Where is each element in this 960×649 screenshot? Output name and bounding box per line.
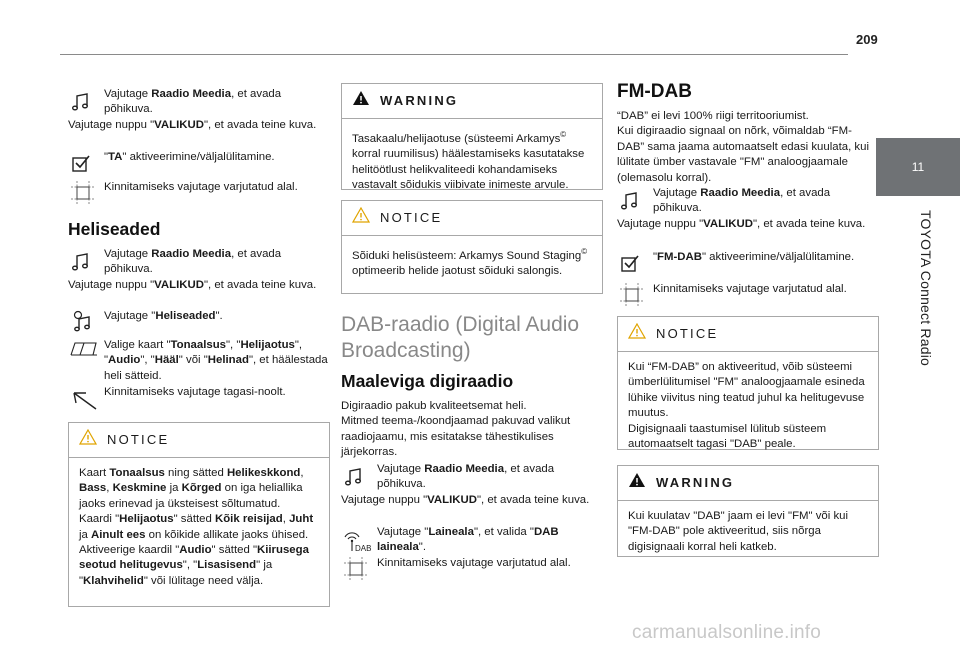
watermark: carmanualsonline.info [632,622,822,643]
step-options-3: Vajutage nuppu "VALIKUD", et avada teine kuva. [341,494,590,506]
step-options-4: Vajutage nuppu "VALIKUD", et avada teine kuva. [617,218,866,230]
step-options-2: Vajutage nuppu "VALIKUD", et avada teine kuva. [68,279,317,291]
warning-text: Kui kuulatav "DAB" jaam ei levi "FM" või kui "FM-DAB" pole aktiveeritud, siis nõrga digisignaali korral heli katkeb. [628,510,849,553]
notice-text: Sõiduki helisüsteem: Arkamys Sound Staging© optimeerib helide jaotust sõiduki salongis. [352,247,588,278]
step-open-media-2: Vajutage Raadio Meedia, et avada põhikuva. [68,247,330,278]
warning-triangle-icon [79,429,97,450]
section-heading-heliseaded: Heliseaded [68,219,161,239]
step-open-media-3: Vajutage Raadio Meedia, et avada põhikuva. [341,462,603,493]
step-confirm-3: Kinnitamiseks vajutage varjutatud alal. [341,556,603,571]
notice-box-sound-staging [341,200,603,294]
step-back: Kinnitamiseks vajutage tagasi-noolt. [68,385,330,400]
step-open-media: Vajutage Raadio Meedia, et avada põhikuva. [68,87,330,118]
notice-box-tonality [68,422,330,607]
music-note-icon [343,466,369,490]
svg-text:DAB: DAB [355,544,372,553]
warning-title: WARNING [380,93,459,109]
dab-signal-icon [343,527,377,551]
dab-intro: Digiraadio pakub kvaliteetsemat heli. Mitmed teema-/koondjaamad pakuvad valikut raadiojaamu, mis esitatakse tähestikulises järjekorras. [341,400,571,459]
step-select-tab: Valige kaart "Tonaalsus", "Helijaotus", "Audio", "Hääl" või "Helinad", et häälestada heli sätteid. [68,338,330,384]
page-number: 209 [856,32,878,47]
checkbox-icon [619,252,645,276]
notice-title: NOTICE [107,432,170,448]
music-note-icon [619,190,645,214]
warning-triangle-icon [352,207,370,228]
warning-triangle-filled-icon [628,472,646,493]
notice-text-2: Digisignaali taastumisel lülitub süsteem automaatselt tagasi "DAB" peale. [628,422,827,451]
header-rule [60,54,848,55]
music-note-icon [70,91,96,115]
warning-triangle-icon [628,323,646,344]
chapter-side-label: TOYOTA Connect Radio [918,210,934,366]
step-confirm: Kinnitamiseks vajutage varjutatud alal. [68,180,330,195]
warning-triangle-filled-icon [352,90,370,111]
section-title-dab-radio: DAB-raadio (Digital Audio Broadcasting) [341,313,580,362]
warning-box-arkamys [341,83,603,190]
section-heading-digital-radio: Maaleviga digiraadio [341,371,514,391]
chapter-number: 11 [911,160,925,174]
step-select-band: DAB Vajutage "Laineala", et valida "DAB laineala". [341,525,603,556]
back-arrow-icon [70,387,96,411]
tabs-icon [70,338,96,362]
step-fm-dab-toggle: "FM-DAB" aktiveerimine/väljalülitamine. [617,250,879,265]
step-confirm-4: Kinnitamiseks vajutage varjutatud alal. [617,282,879,297]
step-sound-settings: Vajutage "Heliseaded". [68,309,330,324]
music-settings-icon [70,309,96,333]
warning-text: Tasakaalu/helijaotuse (süsteemi Arkamys© korral ruumilisus) häälestamiseks kasutatakse helitöötlust helikvaliteedi kohandamiseks vastavalt sõidukis viibivate inimeste arvule. [352,130,585,192]
warning-title: WARNING [656,475,735,491]
notice-box-fm-dab [617,316,879,450]
fm-dab-intro: “DAB” ei levi 100% riigi territooriumist. Kui digiraadio signaal on nõrk, võimaldab “FM-DAB” sama jaama automaatselt edasi kuulata, kui lülitate ümber vastavale "FM" analoogjaamale (olemasolu korral). [617,110,869,184]
warning-box-fm-dab [617,465,879,557]
notice-text: Kui “FM-DAB” on aktiveeritud, võib süsteemi ümberlülitumisel "FM" analoogjaamale esineda lühike viivitus ning teatud juhul ka helitugevuse muutus. [628,361,865,420]
step-options: Vajutage nuppu "VALIKUD", et avada teine kuva. [68,119,317,131]
shaded-area-icon [343,556,369,580]
notice-text: Kaart Tonaalsus ning sätted Helikeskkond, Bass, Keskmine ja Kõrged on iga heliallika jaoks erinevad ja üksteisest sõltumatud. Kaardi "Helijaotus" sätted Kõik reisijad, Juht ja Ainult ees on kõikide allikate jaoks ühised. Aktiveerige kaardil "Audio" sätted "Kiirusega seotud helitugevus", "Lisasisend" ja "Klahvihelid" või lülitage need välja. [79,467,314,587]
notice-title: NOTICE [656,326,719,342]
checkbox-icon [70,152,96,176]
chapter-tab[interactable] [876,138,960,196]
shaded-area-icon [619,282,645,306]
section-heading-fm-dab: FM-DAB [617,81,692,102]
notice-title: NOTICE [380,210,443,226]
step-ta-toggle: "TA" aktiveerimine/väljalülitamine. [68,150,330,165]
step-open-media-4: Vajutage Raadio Meedia, et avada põhikuva. [617,186,879,217]
shaded-area-icon [70,180,96,204]
music-note-icon [70,251,96,275]
